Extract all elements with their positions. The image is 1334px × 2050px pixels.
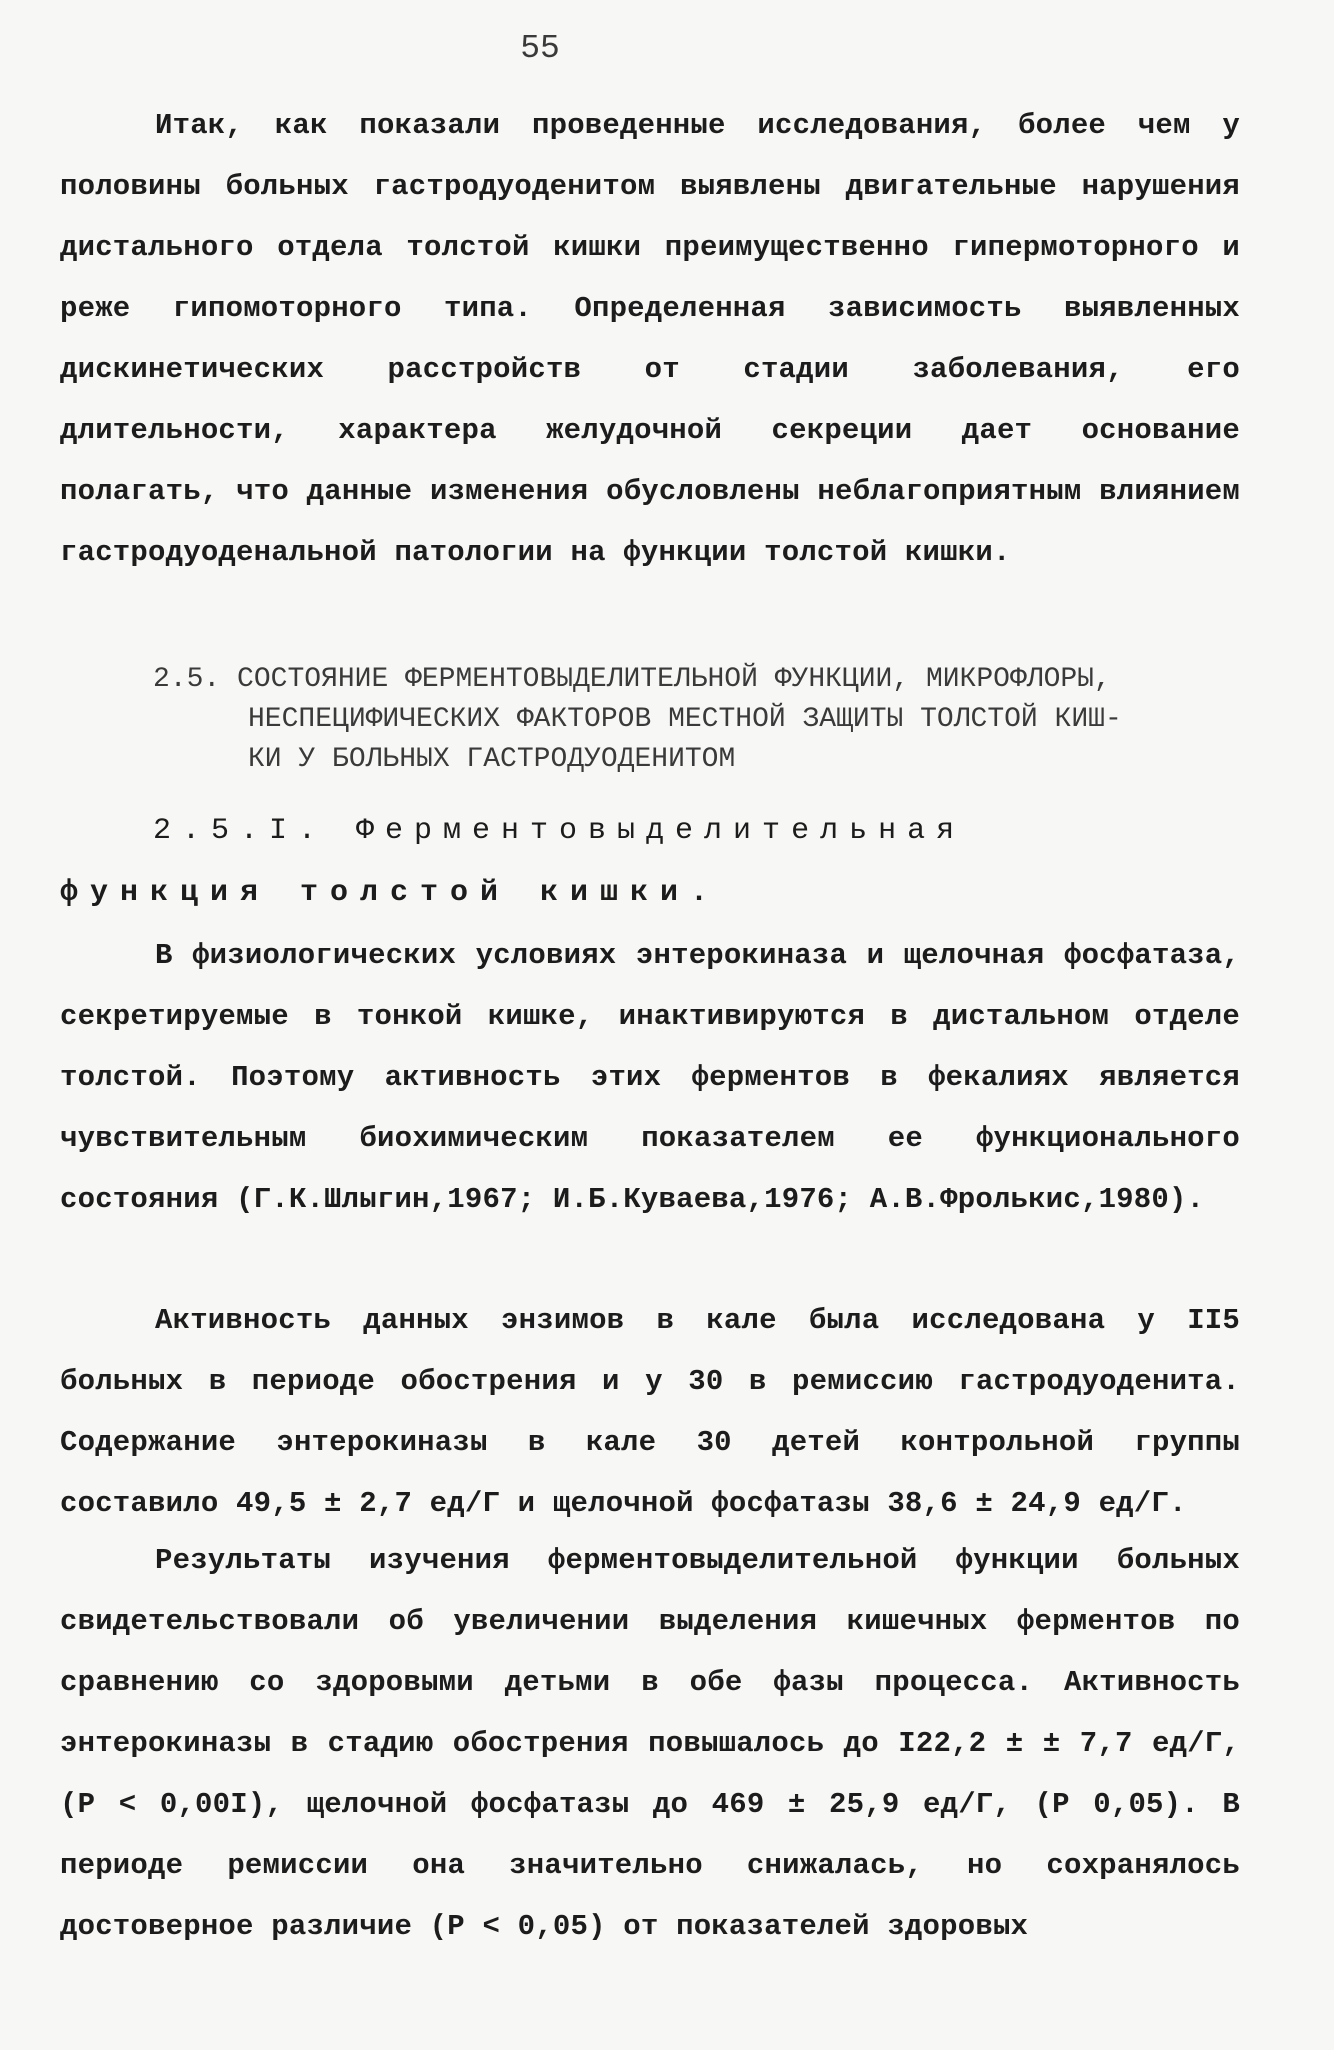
section-heading-line-1 — [60, 660, 1240, 700]
paragraph-physiology: В физиологических условиях энтерокиназа и щелочная фосфатаза, секретируемые в тонкой кишке, инактивируются в дистальном отделе толстой. Поэтому активность этих ферментов в фекалиях является чувствительным биохимическим показателем ее функционального состояния (Г.К.Шлыгин,1967; И.Б.Куваева,1976; А.В.Фролькис,1980). — [60, 939, 1240, 1216]
section-heading-line-3: КИ У БОЛЬНЫХ ГАСТРОДУОДЕНИТОМ — [248, 744, 736, 775]
paragraph-enzyme-activity: Активность данных энзимов в кале была исследована у II5 больных в периоде обострения и у 30 в ремиссию гастродуоденита. Содержание энтерокиназы в кале 30 детей контрольной группы составило 49,5 ± 2,7 ед/Г и щелочной фосфатазы 38,6 ± 24,9 ед/Г. — [60, 1304, 1240, 1520]
subsection-heading-line-2: функция толстой кишки. — [60, 876, 721, 910]
subsection-heading-line-1: 2.5.I. Ферментовыделительная — [153, 814, 966, 848]
section-heading-text-1: СОСТОЯНИЕ ФЕРМЕНТОВЫДЕЛИТЕЛЬНОЙ ФУНКЦИИ, МИКРОФЛОРЫ, — [237, 664, 1111, 695]
section-number: 2.5. — [153, 664, 221, 695]
page-number: 55 — [520, 30, 560, 67]
subsection-heading — [60, 800, 1240, 924]
paragraph-conclusion: Итак, как показали проведенные исследования, более чем у половины больных гастродуоденитом выявлены двигательные нарушения дистального отдела толстой кишки преимущественно гипермоторного и реже гипомоторного типа. Определенная зависимость выявленных дискинетических расстройств от стадии заболевания, его длительности, характера желудочной секреции дает основание полагать, что данные изменения обусловлены неблагоприятным влиянием гастродуоденальной патологии на функции толстой кишки. — [60, 109, 1240, 569]
paragraph-results: Результаты изучения ферментовыделительной функции больных свидетельствовали об увеличении выделения кишечных ферментов по сравнению со здоровыми детьми в обе фазы процесса. Активность энтерокиназы в стадию обострения повышалось до I22,2 ± ± 7,7 ед/Г, (Р < 0,00I), щелочной фосфатазы до 469 ± 25,9 ед/Г, (Р 0,05). В периоде ремиссии она значительно снижалась, но сохранялось достоверное различие (Р < 0,05) от показателей здоровых — [60, 1544, 1240, 1943]
section-heading-line-2: НЕСПЕЦИФИЧЕСКИХ ФАКТОРОВ МЕСТНОЙ ЗАЩИТЫ ТОЛСТОЙ КИШ- — [248, 704, 1122, 735]
section-heading — [60, 660, 1240, 780]
